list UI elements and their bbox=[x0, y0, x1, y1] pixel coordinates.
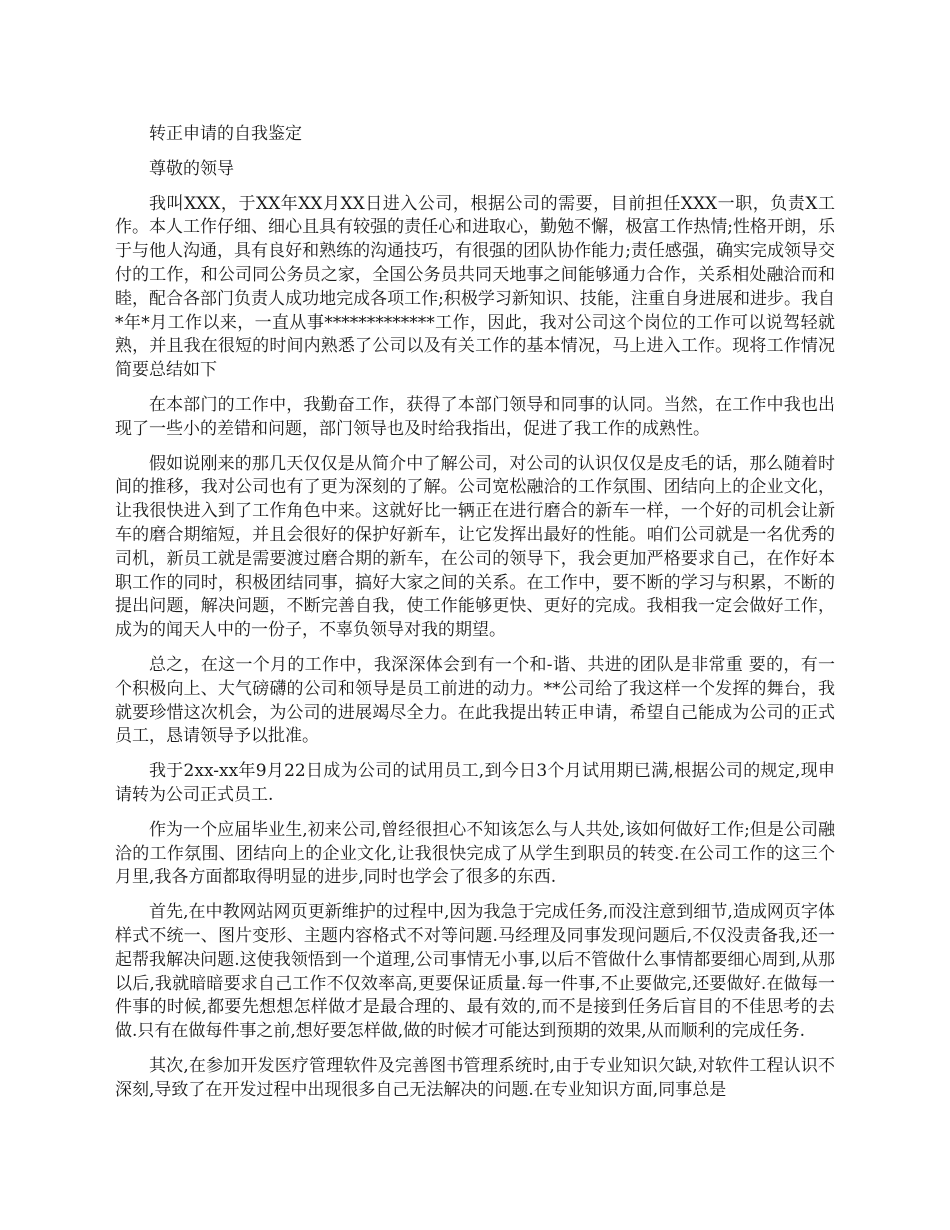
paragraph-3: 假如说刚来的那几天仅仅是从简介中了解公司，对公司的认识仅仅是皮毛的话，那么随着时间的推移，我对公司也有了更为深刻的了解。公司宽松融洽的工作氛围、团结向上的企业文化，让我很快进入到了工作角色中来。这就好比一辆正在进行磨合的新车一样，一个好的司机会让新车的磨合期缩短，并且会很好的保护好新车，让它发挥出最好的性能。咱们公司就是一名优秀的司机，新员工就是需要渡过磨合期的新车，在公司的领导下，我会更加严格要求自己，在作好本职工作的同时，积极团结同事，搞好大家之间的关系。在工作中，要不断的学习与积累，不断的提出问题，解决问题，不断完善自我，使工作能够更快、更好的完成。我相我一定会做好工作，成为的闻天人中的一份子，不辜负领导对我的期望。 bbox=[115, 453, 835, 641]
paragraph-4: 总之，在这一个月的工作中，我深深体会到有一个和-谐、共进的团队是非常重 要的，有一个积极向上、大气磅礴的公司和领导是员工前进的动力。**公司给了我这样一个发挥的舞台，我就要珍惜这次机会，为公司的进展竭尽全力。在此我提出转正申请，希望自己能成为公司的正式员工，恳请领导予以批准。 bbox=[115, 654, 835, 747]
paragraph-2: 在本部门的工作中，我勤奋工作，获得了本部门领导和同事的认同。当然，在工作中我也出现了一些小的差错和问题，部门领导也及时给我指出，促进了我工作的成熟性。 bbox=[115, 394, 835, 439]
salutation: 尊敬的领导 bbox=[149, 158, 234, 179]
paragraph-7: 首先,在中教网站网页更新维护的过程中,因为我急于完成任务,而没注意到细节,造成网页字体样式不统一、图片变形、主题内容格式不对等问题.马经理及同事发现问题后,不仅没责备我,还一起帮我解决问题.这使我领悟到一个道理,公司事情无小事,以后不管做什么事情都要细心周到,从那以后,我就暗暗要求自己工作不仅效率高,更要保证质量.每一件事,不止要做完,还要做好.在做每一件事的时候,都要先想想怎样做才是最合理的、最有效的,而不是接到任务后盲目的不佳思考的去做.只有在做每件事之前,想好要怎样做,做的时候才可能达到预期的效果,从而顺利的完成任务. bbox=[115, 902, 835, 1042]
document-page bbox=[115, 123, 835, 1113]
paragraph-8: 其次,在参加开发医疗管理软件及完善图书管理系统时,由于专业知识欠缺,对软件工程认识不深刻,导致了在开发过程中出现很多自己无法解决的问题.在专业知识方面,同事总是 bbox=[115, 1055, 835, 1100]
paragraph-6: 作为一个应届毕业生,初来公司,曾经很担心不知该怎么与人共处,该如何做好工作;但是公司融洽的工作氛围、团结向上的企业文化,让我很快完成了从学生到职员的转变.在公司工作的这三个月里,我各方面都取得明显的进步,同时也学会了很多的东西. bbox=[115, 819, 835, 888]
paragraph-1: 我叫XXX，于XX年XX月XX日进入公司，根据公司的需要，目前担任XXX一职，负责X工作。本人工作仔细、细心且具有较强的责任心和进取心，勤勉不懈，极富工作热情;性格开朗，乐于与他人沟通，具有良好和熟练的沟通技巧，有很强的团队协作能力;责任感强，确实完成领导交付的工作，和公司同公务员之家，全国公务员共同天地事之间能够通力合作，关系相处融洽而和睦，配合各部门负责人成功地完成各项工作;积极学习新知识、技能，注重自身进展和进步。我自*年*月工作以来，一直从事*************工作，因此，我对公司这个岗位的工作可以说驾轻就熟，并且我在很短的时间内熟悉了公司以及有关工作的基本情况，马上进入工作。现将工作情况简要总结如下 bbox=[115, 193, 835, 381]
document-title: 转正申请的自我鉴定 bbox=[149, 124, 302, 144]
paragraph-5: 我于2xx-xx年9月22日成为公司的试用员工,到今日3个月试用期已满,根据公司的规定,现申请转为公司正式员工. bbox=[115, 761, 835, 805]
